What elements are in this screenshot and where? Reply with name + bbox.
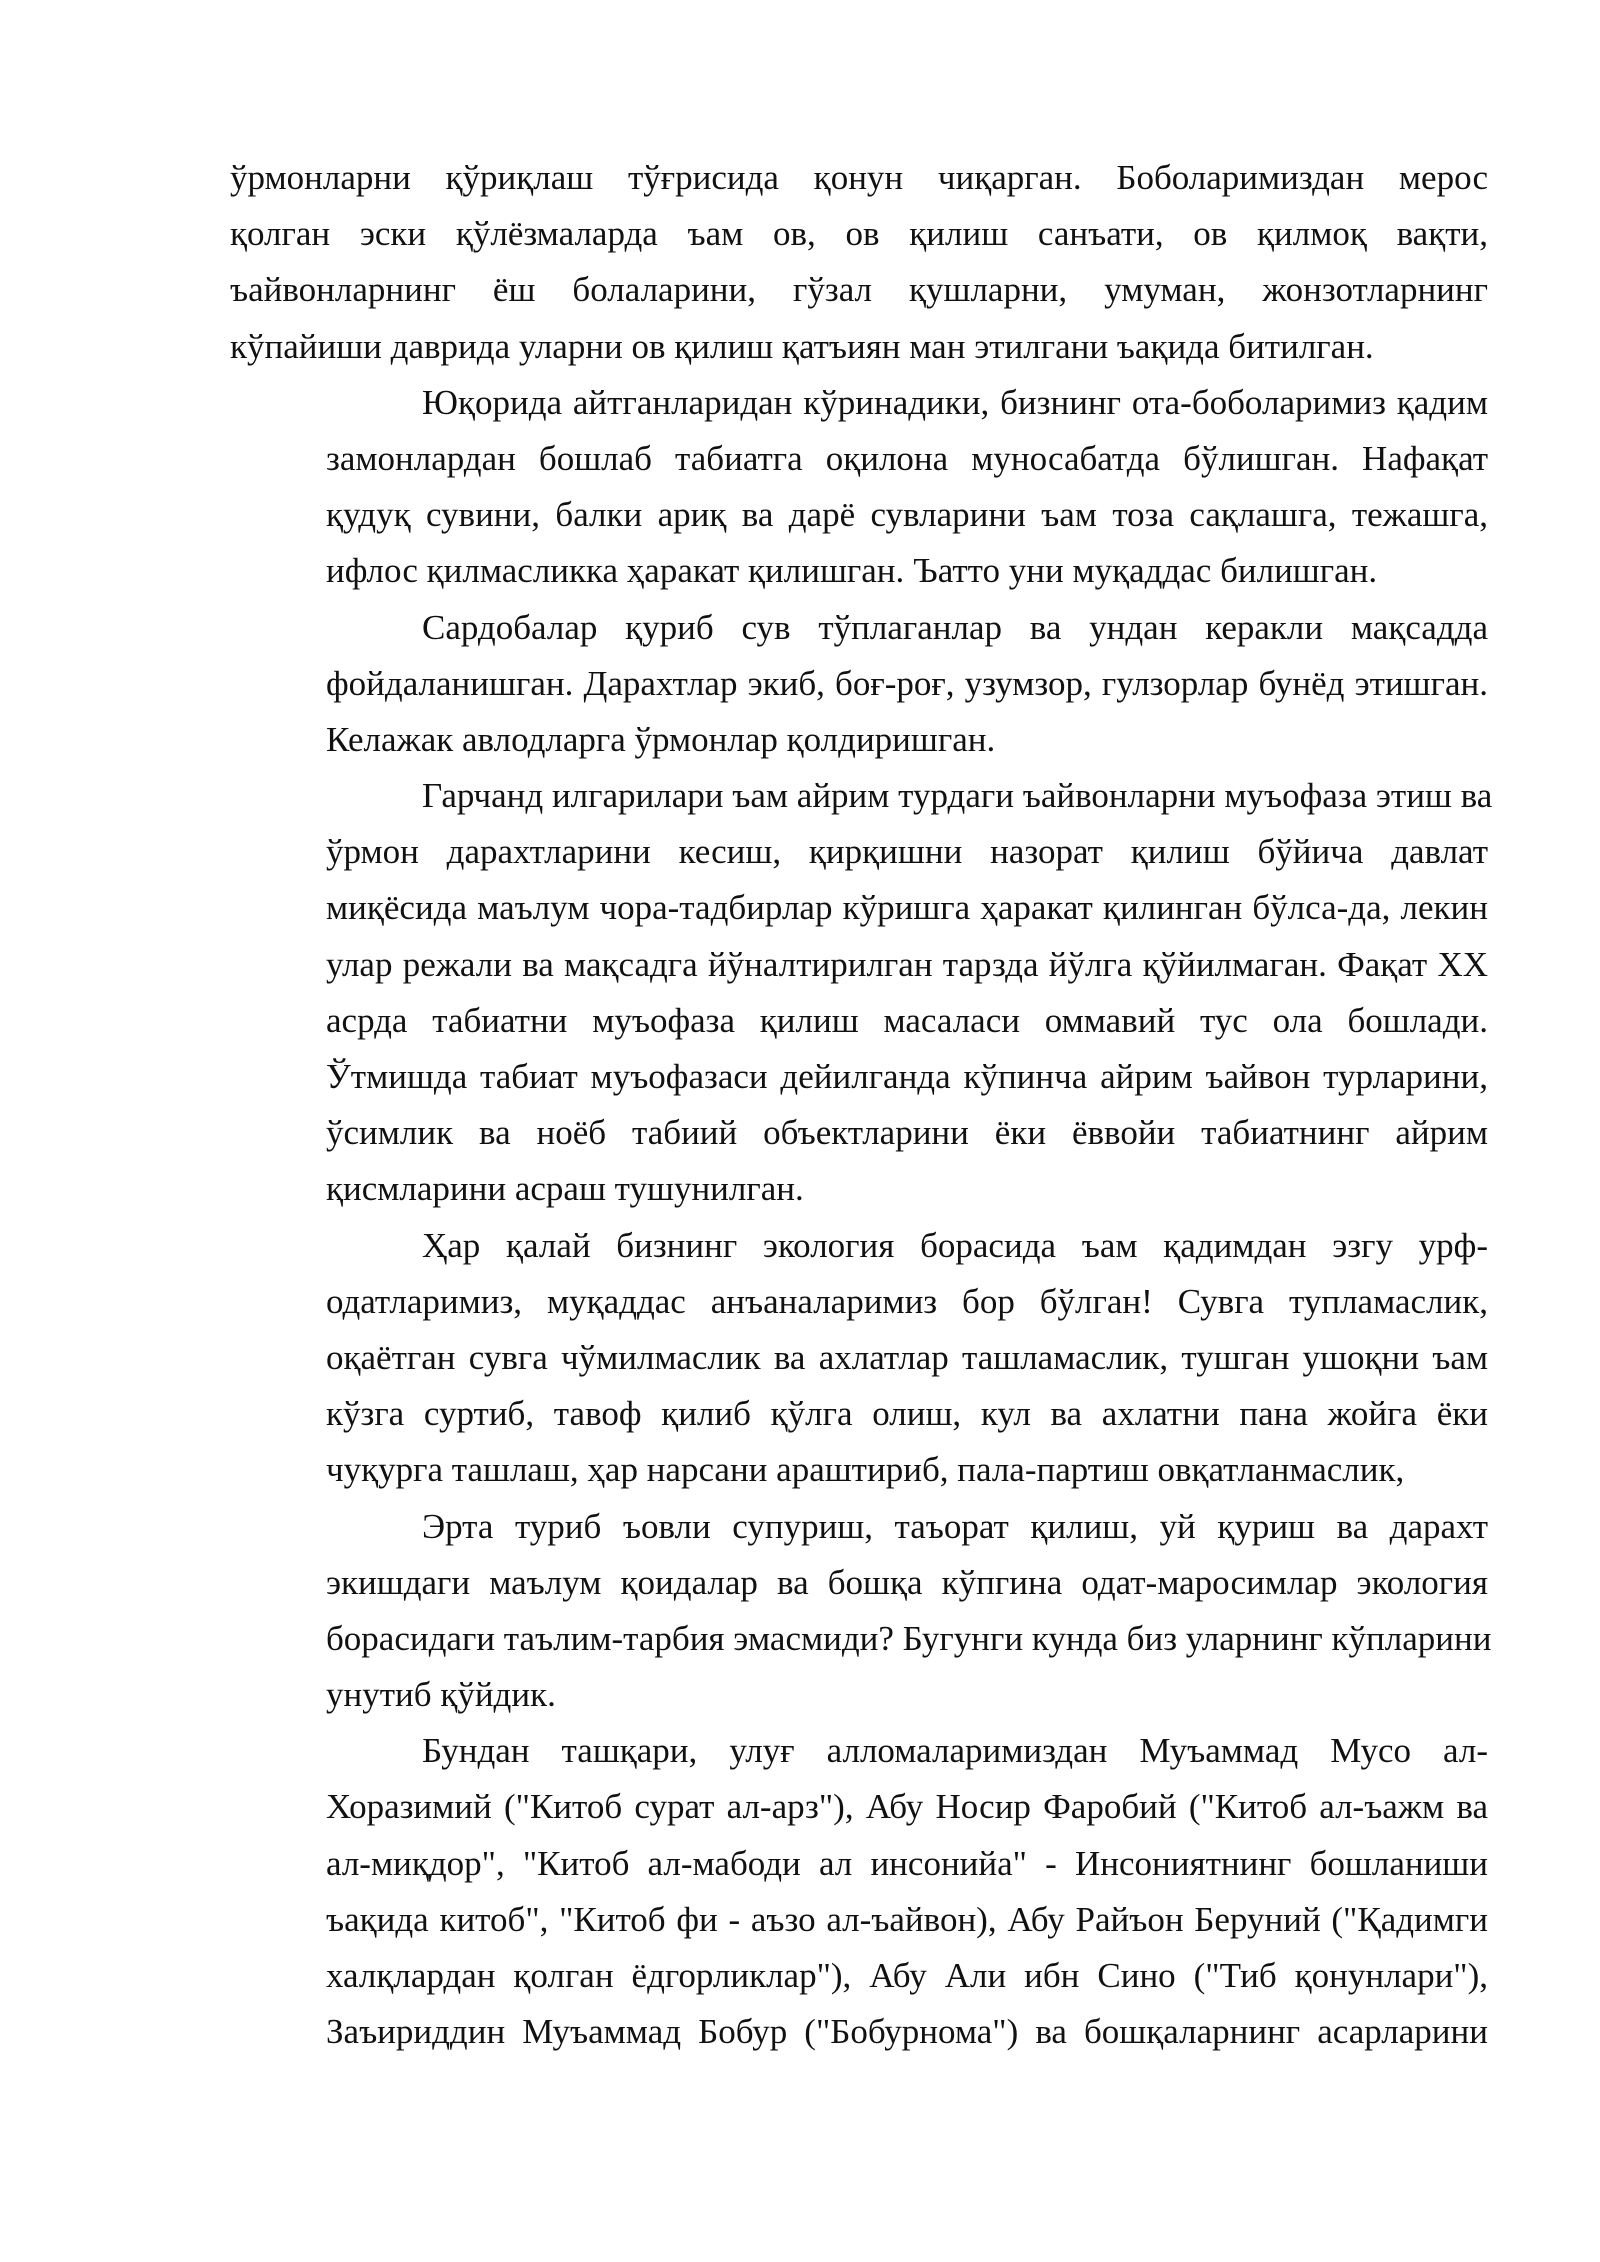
- text-line: улар режали ва мақсадга йўналтирилган тарзда йўлга қўйилмаган. Фақат ХХ: [326, 944, 1488, 984]
- text-line: ал-миқдор", "Китоб ал-мабоди ал инсонийа" - Инсониятнинг бошланиши: [326, 1843, 1488, 1883]
- text-line: фойдаланишган. Дарахтлар экиб, боғ-роғ, узумзор, гулзорлар бунёд этишган.: [326, 663, 1488, 703]
- paragraph-3: [230, 600, 1488, 769]
- paragraph-5: [230, 1218, 1488, 1499]
- text-line: ўсимлик ва ноёб табиий объектларини ёки ёввойи табиатнинг айрим: [326, 1113, 1488, 1153]
- text-line: ъайвонларнинг ёш болаларини, гўзал қушларни, умуман, жонзотларнинг: [230, 270, 1488, 310]
- text-line: қисмларини асраш тушунилган.: [326, 1169, 804, 1209]
- text-line: одатларимиз, муқаддас анъаналаримиз бор бўлган! Сувга тупламаслик,: [326, 1281, 1488, 1321]
- text-line: экишдаги маълум қоидалар ва бошқа кўпгина одат-маросимлар экология: [326, 1562, 1488, 1602]
- text-line: чуқурга ташлаш, ҳар нарсани араштириб, пала-партиш овқатланмаслик,: [326, 1450, 1405, 1490]
- text-line: кўзга суртиб, тавоф қилиб қўлга олиш, кул ва ахлатни пана жойга ёки: [326, 1394, 1488, 1434]
- text-line: миқёсида маълум чора-тадбирлар кўришга ҳаракат қилинган бўлса-да, лекин: [326, 888, 1488, 928]
- text-line: қудуқ сувини, балки ариқ ва дарё сувларини ъам тоза сақлашга, тежашга,: [326, 495, 1488, 535]
- paragraph-4: [230, 768, 1493, 1218]
- text-line: кўпайиши даврида уларни ов қилиш қатъиян ман этилгани ъақида битилган.: [230, 326, 1374, 366]
- text-line: оқаётган сувга чўмилмаслик ва ахлатлар ташламаслик, тушган ушоқни ъам: [326, 1337, 1488, 1377]
- text-line: ўрмон дарахтларини кесиш, қирқишни назорат қилиш бўйича давлат: [326, 832, 1488, 872]
- text-line: Эрта туриб ъовли супуриш, таъорат қилиш, уй қуриш ва дарахт: [422, 1506, 1488, 1546]
- text-line: ъақида китоб", "Китоб фи - аъзо ал-ъайвон), Абу Райъон Беруний ("Қадимги: [326, 1899, 1488, 1939]
- text-line: ифлос қилмасликка ҳаракат қилишган. Ъатто уни муқаддас билишган.: [326, 551, 1378, 591]
- text-line: Ўтмишда табиат муъофазаси дейилганда кўпинча айрим ъайвон турларини,: [326, 1057, 1488, 1096]
- paragraph-6: [230, 1499, 1492, 1724]
- text-line: Юқорида айтганларидан кўринадики, бизнинг ота-боболаримиз қадим: [422, 382, 1488, 422]
- text-line: замонлардан бошлаб табиатга оқилона муносабатда бўлишган. Нафақат: [326, 438, 1488, 478]
- text-line: Ҳар қалай бизнинг экология борасида ъам қадимдан эзгу урф-: [422, 1225, 1488, 1265]
- paragraph-7: [230, 1723, 1488, 2060]
- document-body: [230, 150, 1493, 2060]
- text-line: борасидаги таълим-тарбия эмасмиди? Бугунги кунда биз уларнинг кўпларини: [326, 1618, 1492, 1658]
- text-line: Заъириддин Муъаммад Бобур ("Бобурнома") ва бошқаларнинг асарларини: [326, 2012, 1488, 2052]
- paragraph-1: [230, 150, 1488, 375]
- text-line: Гарчанд илгарилари ъам айрим турдаги ъайвонларни муъофаза этиш ва: [422, 776, 1493, 816]
- text-line: қолган эски қўлёзмаларда ъам ов, ов қилиш санъати, ов қилмоқ вақти,: [230, 214, 1488, 254]
- text-line: Келажак авлодларга ўрмонлар қолдиришган.: [326, 719, 996, 759]
- paragraph-2: [230, 375, 1488, 600]
- text-line: халқлардан қолган ёдгорликлар"), Абу Али ибн Сино ("Тиб қонунлари"),: [326, 1956, 1488, 1995]
- text-line: Хоразимий ("Китоб сурат ал-арз"), Абу Носир Фаробий ("Китоб ал-ъажм ва: [326, 1787, 1488, 1827]
- text-line: асрда табиатни муъофаза қилиш масаласи оммавий тус ола бошлади.: [326, 1000, 1488, 1040]
- text-line: Бундан ташқари, улуғ алломаларимиздан Муъаммад Мусо ал-: [422, 1731, 1488, 1771]
- text-line: унутиб қўйдик.: [326, 1675, 556, 1715]
- text-line: Сардобалар қуриб сув тўплаганлар ва ундан керакли мақсадда: [422, 607, 1488, 647]
- text-line: ўрмонларни қўриқлаш тўғрисида қонун чиқарган. Боболаримиздан мерос: [230, 158, 1488, 197]
